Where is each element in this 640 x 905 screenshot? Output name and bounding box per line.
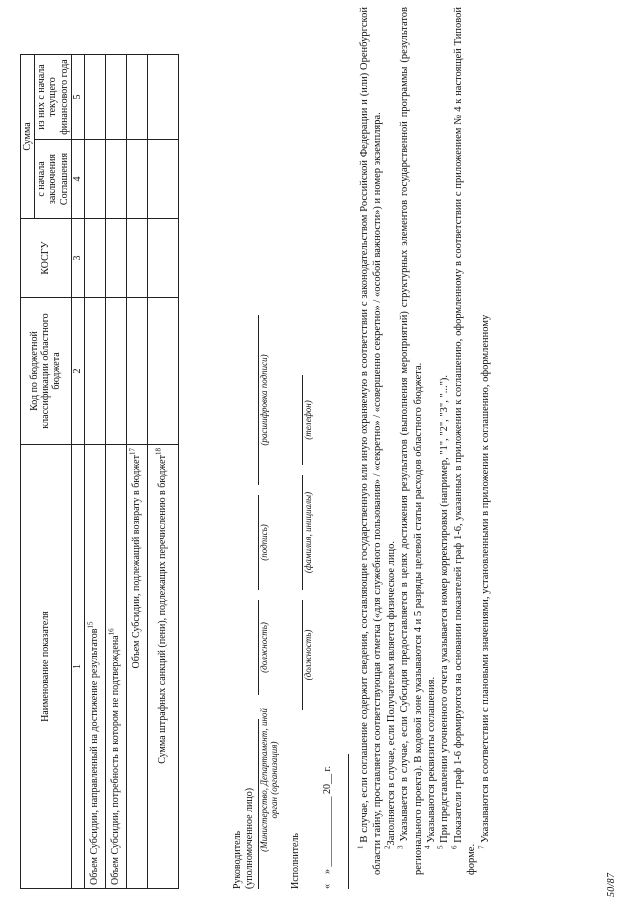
footnote: $^7$ Указываются в соответствии с плановыми значениями, установленными в приложении к соглашению, оформленному xyxy=(477,314,491,849)
column-number: 5 xyxy=(71,55,84,140)
footnote: $^5$ При представлении уточненного отчета указывается номер корректировки (например, "1", "2", "3", "..."). xyxy=(436,374,451,849)
subsidy-report-table xyxy=(20,54,179,889)
executor-post-hint: (должность) xyxy=(303,629,313,681)
table-cell xyxy=(147,298,178,445)
footnote: $^2$Заполняется в случае, если Получателем является физическое лицо. xyxy=(383,541,397,849)
header-sum-current-year: из них с начала текущего финансового года xyxy=(35,55,72,140)
ministry-hint: (Министерство, Департамент, иной орган (организация) xyxy=(259,708,280,852)
footnote-separator xyxy=(348,754,349,889)
footnotes xyxy=(358,7,492,875)
date-quote-open: « xyxy=(322,884,333,889)
table-row xyxy=(84,55,105,889)
date-year: 20__ г. xyxy=(322,766,333,794)
table-cell xyxy=(126,140,147,219)
header-indicator-name: Наименование показателя xyxy=(21,445,72,889)
date-line: « » ______________ 20__ г. xyxy=(322,766,333,889)
post-hint: (должность) xyxy=(259,622,269,673)
table-row xyxy=(147,55,178,889)
header-kosgu: КОСГУ xyxy=(21,219,72,298)
column-number: 3 xyxy=(71,219,84,298)
table-cell xyxy=(84,55,105,140)
executor-label: Исполнитель xyxy=(290,833,301,889)
table-cell xyxy=(147,140,178,219)
column-number: 2 xyxy=(71,298,84,445)
footnote: $^6$ Показатели граф 1-6 формируются на основании показателей граф 1-6, указанных в приложении к соглашению, оформленному в соответствии с приложением № 4 к настоящей Типовой форме. xyxy=(450,6,478,875)
header-sum: Сумма xyxy=(21,55,35,219)
sign-hint: (подпись) xyxy=(259,524,269,561)
header-budget-code: Код по бюджетной классификации областного бюджета xyxy=(21,298,72,445)
table-cell xyxy=(126,55,147,140)
table-row xyxy=(126,55,147,889)
head-sublabel: (уполномоченное лицо) xyxy=(244,787,255,889)
date-quote-close: » xyxy=(322,869,333,874)
header-sum-from-start: с начала заключения Соглашения xyxy=(35,140,72,219)
table-cell xyxy=(126,298,147,445)
table-header-row xyxy=(21,55,35,889)
row-label: Объем Субсидии, потребность в котором не подтверждена$^{16}$ xyxy=(105,445,126,889)
table-cell xyxy=(84,298,105,445)
table-cell xyxy=(84,219,105,298)
head-label: Руководитель xyxy=(232,830,243,889)
table-cell xyxy=(147,219,178,298)
executor-phone-hint: (телефон) xyxy=(303,400,313,440)
column-number: 1 xyxy=(71,445,84,889)
page-number: 50/87 xyxy=(606,872,617,897)
table-cell xyxy=(147,55,178,140)
decode-hint: (расшифровка подписи) xyxy=(259,354,269,446)
footnote: $^1$ В случае, если соглашение содержит сведения, составляющие государственную или иную охраняемую в соответствии с законодательством Российской Федерации и (или) Оренбургской области тайну, проставляется соответствующая отметка («для служебного пользования» / «секретно» / «совершенно секретно» / «особой важности») и номер экземпляра. xyxy=(356,7,384,875)
footnote: $^3$ Указывается в случае, если Субсидия предоставляется в целях достижения результатов (выполнения мероприятий) структурных элементов государственной программы (результатов регионального проекта). В кодовой зоне указываются 4 и 5 разряды целевой статьи расходов областного бюджета. xyxy=(396,7,424,875)
row-label: Сумма штрафных санкций (пени), подлежащих перечислению в бюджет$^{18}$ xyxy=(147,445,178,889)
footnote: $^4$ Указываются реквизиты соглашения. xyxy=(423,676,438,849)
table-cell xyxy=(84,140,105,219)
executor-fio-hint: (фамилия, инициалы) xyxy=(303,491,313,574)
table-cell xyxy=(126,219,147,298)
table-cell xyxy=(105,298,126,445)
column-number: 4 xyxy=(71,140,84,219)
table-row xyxy=(105,55,126,889)
row-label: Объем Субсидии, направленный на достижение результатов$^{15}$ xyxy=(84,445,105,889)
column-number-row xyxy=(71,55,84,889)
table-cell xyxy=(105,55,126,140)
table-cell xyxy=(105,219,126,298)
table-cell xyxy=(105,140,126,219)
row-label: Объем Субсидии, подлежащий возврату в бюджет$^{17}$ xyxy=(126,445,147,889)
